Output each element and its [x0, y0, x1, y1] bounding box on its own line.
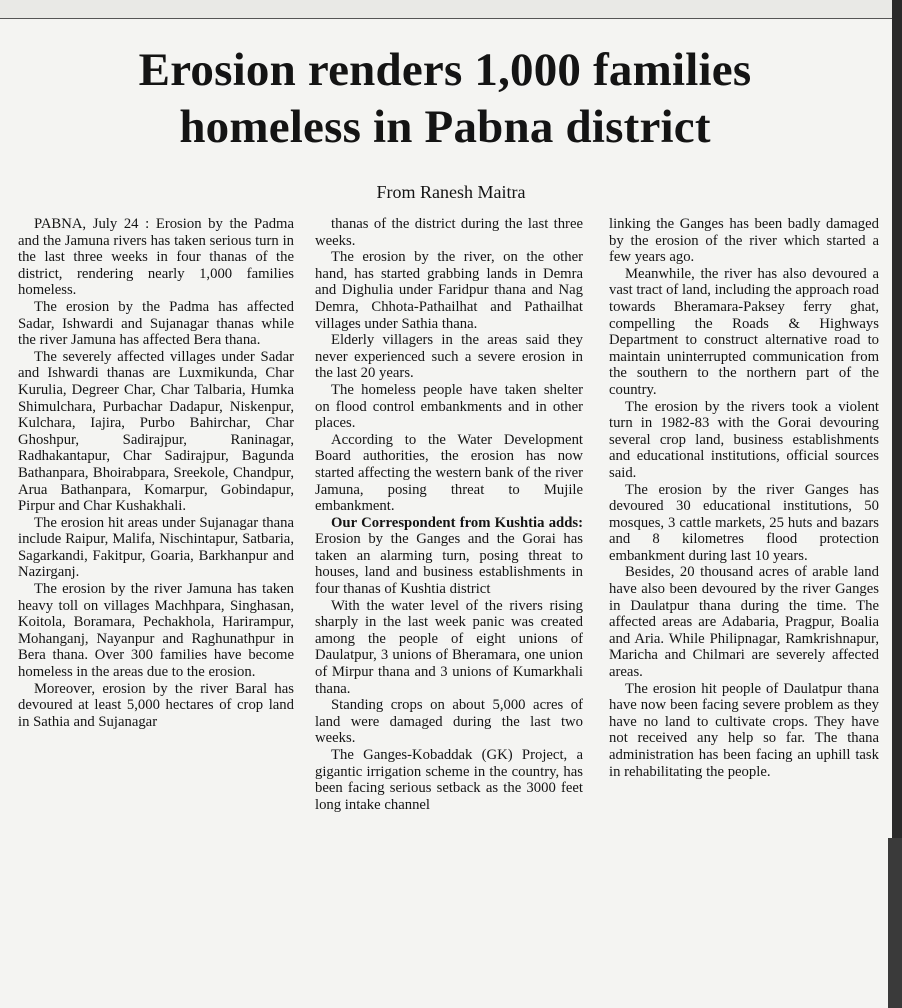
paragraph: The erosion by the river, on the other hand, has started grabbing lands in Demra and Dighulia under Faridpur thana and Nag Demra, Chhota-Pathailhat and Pathailhat villages under Sathia thana.: [315, 249, 583, 332]
paragraph: The erosion by the rivers took a violent turn in 1982-83 with the Gorai devouring several crop land, business establishments and educational institutions, official sources said.: [609, 398, 879, 481]
paragraph: thanas of the district during the last three weeks.: [315, 216, 583, 249]
paragraph: The homeless people have taken shelter on flood control embankments and in other places.: [315, 381, 583, 432]
article-column-1: [18, 216, 294, 1008]
paragraph: According to the Water Development Board authorities, the erosion has now started affecting the western bank of the river Jamuna, posing threat to Mujile embankment.: [315, 431, 583, 515]
paragraph: linking the Ganges has been badly damaged by the erosion of the river which started a few years ago.: [609, 216, 879, 266]
paragraph: Meanwhile, the river has also devoured a vast tract of land, including the approach road towards Bheramara-Paksey ferry ghat, compelling the Roads & Highways Department to construct alternative road to maintain uninterrupted communication from the southern to the northern part of the country.: [609, 265, 879, 398]
paragraph: Moreover, erosion by the river Baral has devoured at least 5,000 hectares of crop land in Sathia and Sujanagar: [18, 680, 294, 730]
paragraph: The erosion by the river Ganges has devoured 30 educational institutions, 50 mosques, 3 cattle markets, 25 huts and bazars and 8 kilometres flood protection embankment during last 10 years.: [609, 481, 879, 564]
paragraph: The Ganges-Kobaddak (GK) Project, a gigantic irrigation scheme in the country, has been facing serious setback as the 3000 feet long intake channel: [315, 747, 583, 813]
paragraph: [315, 515, 583, 598]
paragraph: Standing crops on about 5,000 acres of land were damaged during the last two weeks.: [315, 697, 583, 747]
article-column-2: [315, 216, 583, 1008]
paragraph: With the water level of the rivers rising sharply in the last week panic was created among the people of eight unions of Daulatpur, 3 unions of Bheramara, one union of Mirpur thana and 3 unions of Kumarkhali thana.: [315, 597, 583, 697]
paragraph: The erosion by the Padma has affected Sadar, Ishwardi and Sujanagar thanas while the river Jamuna has affected Bera thana.: [18, 298, 294, 349]
headline-line-2: homeless in Pabna district: [179, 101, 711, 153]
article-headline: [10, 42, 880, 156]
paragraph: Elderly villagers in the areas said they never experienced such a severe erosion in the last 20 years.: [315, 332, 583, 382]
paragraph: PABNA, July 24 : Erosion by the Padma and the Jamuna rivers has taken serious turn in the last three weeks in four thanas of the district, rendering nearly 1,000 families homeless.: [18, 216, 294, 299]
correspondent-lead-text: Erosion by the Ganges and the Gorai has taken an alarming turn, posing threat to houses, land and business establishments in four thanas of Kushtia district: [315, 531, 583, 598]
article-column-3: [609, 216, 879, 1008]
paragraph: The erosion hit areas under Sujanagar thana include Raipur, Malifa, Nischintapur, Satbaria, Sagarkandi, Fakitpur, Goaria, Barkhanpur and Nazirganj.: [18, 514, 294, 581]
correspondent-lead: Our Correspondent from Kushtia adds:: [331, 514, 583, 531]
page-edge-shadow-lower: [888, 838, 902, 1008]
headline-line-1: Erosion renders 1,000 families: [138, 44, 752, 96]
paragraph: Besides, 20 thousand acres of arable land have also been devoured by the river Ganges in Daulatpur thana during the time. The affected areas are Adabaria, Pragpur, Boalia and Aria. While Philipnagar, Ramkrishnapur, Maricha and Chilmari are severely affected areas.: [609, 564, 879, 681]
paragraph: The erosion hit people of Daulatpur thana have now been facing severe problem as they have no land to cultivate crops. They have not received any help so far. The thana administration has been facing an uphill task in rehabilitating the people.: [609, 680, 879, 780]
previous-article-strip: [0, 0, 902, 19]
article-byline: From Ranesh Maitra: [376, 182, 526, 202]
paragraph: The erosion by the river Jamuna has taken heavy toll on villages Machhpara, Singhasan, Koitola, Boramara, Pechakhola, Harirampur, Mohanganj, Nayanpur and Raghunathpur in Bera thana. Over 300 families have become homeless in the areas due to the erosion.: [18, 581, 294, 681]
paragraph: The severely affected villages under Sadar and Ishwardi thanas are Luxmikunda, Char Kurulia, Degreer Char, Char Talbaria, Humka Shimulchara, Purbachar Dadapur, Niskenpur, Kulchara, Iajira, Purbo Bahirchar, Char Ghoshpur, Sadirajpur, Raninagar, Radhakantapur, Char Sadirajpur, Bagunda Bathanpara, Bhoirabpara, Sreekole, Chandpur, Arua Bathanpara, Komarpur, Gobindapur, Pirpur and Char Kushakhali.: [18, 348, 294, 515]
